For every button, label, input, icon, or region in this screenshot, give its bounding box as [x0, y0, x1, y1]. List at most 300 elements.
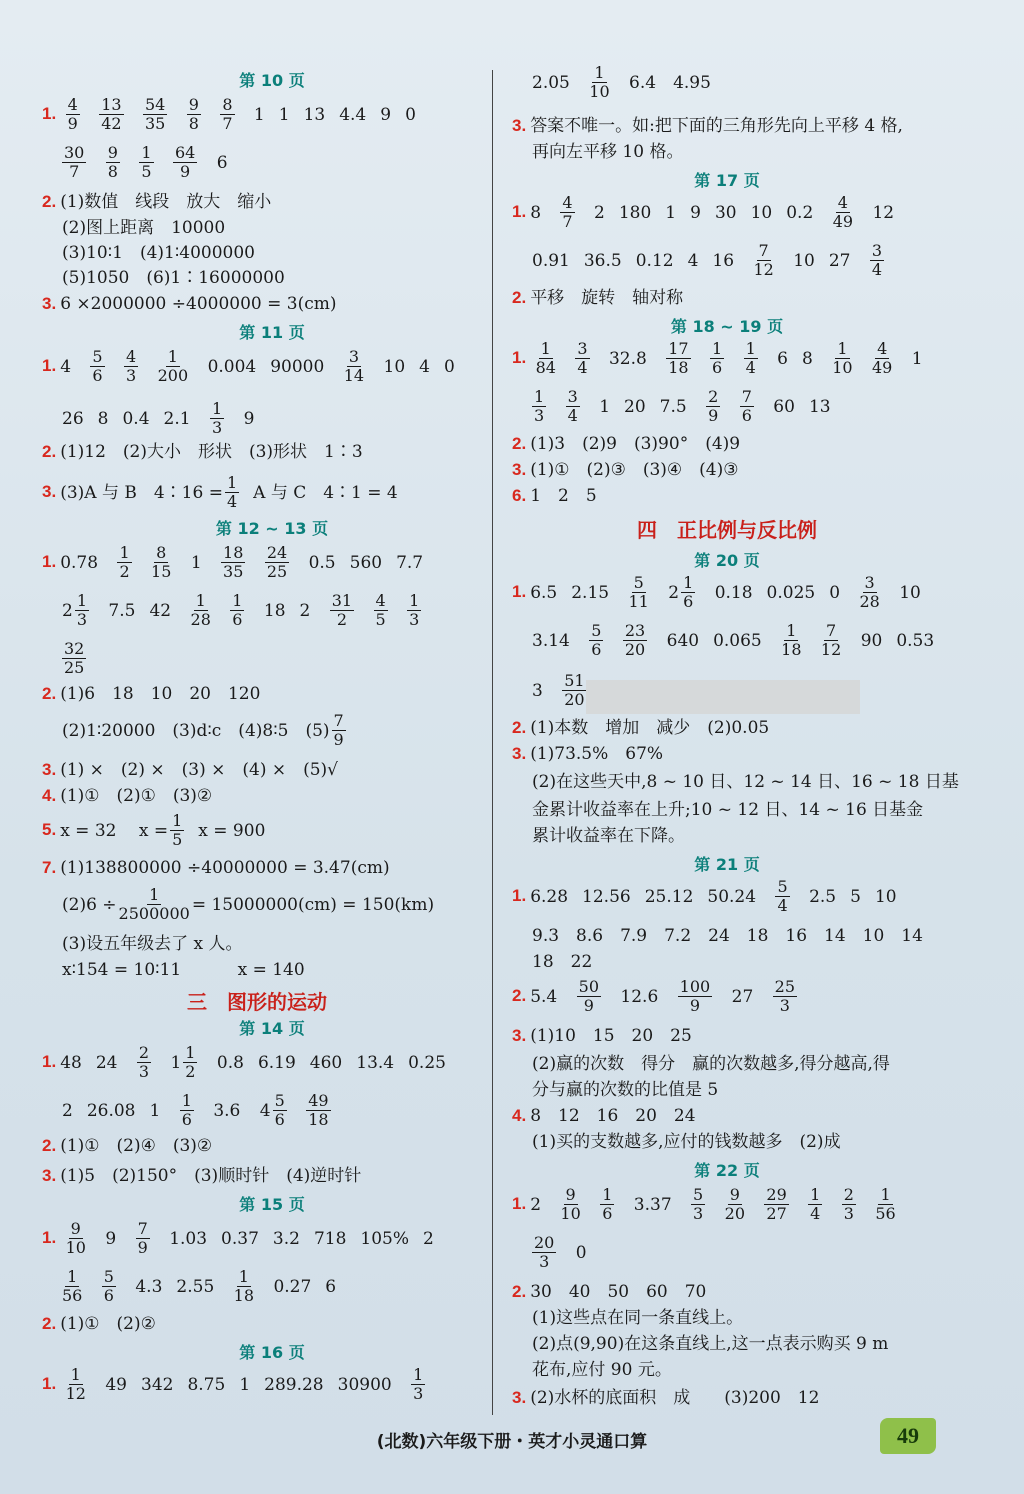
fraction: $\frac{13}{42}$	[101, 95, 122, 133]
fraction: $\frac{23}{20}$	[624, 621, 646, 659]
answer-value: 0.27	[273, 1276, 312, 1297]
answer-value: (2)6 ÷	[62, 894, 117, 915]
p13-q7e: x∶154 = 10∶11 x = 140	[62, 960, 305, 980]
answer-value: 0.53	[896, 630, 935, 651]
fraction: $\frac{1}{18}$	[781, 621, 802, 659]
fraction: $\frac{32}{25}$	[64, 639, 85, 677]
fraction: $\frac{25}{3}$	[774, 977, 796, 1015]
fraction: $\frac{3}{4}$	[871, 241, 883, 279]
heading-page-14: 第 14 页	[239, 1019, 305, 1038]
answer-value: 0.004	[207, 356, 257, 377]
p15-q2: 2. (1)① (2)②	[42, 1314, 156, 1334]
heading-page-17: 第 17 页	[694, 171, 760, 190]
answer-value: 105%	[360, 1228, 410, 1249]
p11-q3	[42, 474, 412, 511]
fraction: $\frac{17}{18}$	[668, 339, 689, 377]
question-number: 3.	[42, 1166, 57, 1185]
fraction: $\frac{1}{12}$	[65, 1365, 86, 1403]
answer-value: 12.6	[620, 986, 659, 1007]
answer-value: 0.8	[216, 1052, 244, 1073]
question-number: 3.	[512, 116, 527, 135]
fraction: $\frac{8}{7}$	[222, 95, 233, 133]
fraction: $\frac{54}{35}$	[144, 95, 166, 133]
answer-value: 24	[95, 1052, 118, 1073]
answer-value: 460	[309, 1052, 343, 1073]
fraction: $\frac{1}{6}$	[602, 1185, 613, 1223]
answer-value: (3)A 与 B 4∶16 =	[60, 482, 223, 503]
question-number: 4.	[42, 786, 57, 805]
question-number: 2.	[42, 1136, 57, 1155]
answer-value: 0.5	[308, 552, 336, 573]
question-number: 7.	[42, 858, 57, 877]
p10-q1-line1	[42, 96, 430, 133]
answer-value: 27	[828, 250, 851, 271]
answer-value: 13	[808, 396, 831, 417]
answer-value: 7.7	[396, 552, 424, 573]
answer-value: 8.75	[187, 1374, 226, 1395]
fraction: $\frac{9}{8}$	[188, 95, 199, 133]
question-number: 5.	[42, 820, 57, 839]
answer-value: 6	[777, 348, 788, 369]
fraction: $\frac{7}{9}$	[333, 711, 344, 749]
answer-value: 2	[62, 600, 73, 621]
question-number: 2.	[42, 1314, 57, 1333]
answer-value: 10	[793, 250, 815, 271]
p21-q3b: (2)赢的次数 得分 赢的次数越多,得分越高,得	[532, 1054, 890, 1074]
heading-page-16: 第 16 页	[239, 1343, 305, 1362]
fraction: $\frac{24}{25}$	[266, 543, 288, 581]
p19-q1-line2	[532, 388, 845, 425]
answer-value: 7.5	[108, 600, 136, 621]
fraction: $\frac{50}{9}$	[578, 977, 599, 1015]
answer-value: 2.5	[809, 886, 837, 907]
p22-q2b: (1)这些点在同一条直线上。	[532, 1308, 744, 1328]
page-number-badge: 49	[880, 1418, 936, 1454]
fraction: $\frac{7}{6}$	[741, 387, 752, 425]
p13-q3: 3. (1) × (2) × (3) × (4) × (5)√	[42, 760, 339, 780]
p19-q1-line1	[512, 340, 937, 377]
question-number: 2.	[512, 434, 527, 453]
p17-q1-line1	[512, 194, 908, 231]
answer-value: 0	[443, 356, 455, 377]
fraction: $\frac{1}{200}$	[157, 347, 189, 385]
answer-value: 10	[383, 356, 406, 377]
fraction: $\frac{1}{3}$	[413, 1365, 424, 1403]
fraction: $\frac{5}{6}$	[92, 347, 103, 385]
p20-q3d: 累计收益率在下降。	[532, 826, 685, 846]
answer-value: 90000	[270, 356, 325, 377]
question-number: 3.	[42, 760, 57, 779]
fraction: $\frac{1}{3}$	[211, 399, 223, 437]
fraction: $\frac{1}{6}$	[683, 573, 694, 611]
fraction: $\frac{29}{27}$	[766, 1185, 787, 1223]
answer-value: 32.8	[608, 348, 647, 369]
answer-value: 1	[170, 1052, 182, 1073]
answer-value: 4	[259, 1100, 271, 1121]
fraction: $\frac{9}{10}$	[560, 1185, 581, 1223]
answer-value: 4	[60, 356, 72, 377]
p21-q4a: 4. 8 12 16 20 24	[512, 1106, 696, 1126]
p22-q1-line2	[532, 1234, 601, 1271]
fraction: $\frac{1}{3}$	[76, 591, 88, 629]
answer-value: 0.4	[122, 408, 150, 429]
p11-q2: 2. (1)12 (2)大小 形状 (3)形状 1∶3	[42, 442, 363, 462]
fraction: $\frac{1}{6}$	[711, 339, 723, 377]
fraction: $\frac{3}{4}$	[567, 387, 578, 425]
question-number: 1.	[42, 1374, 57, 1393]
answer-value: 9	[105, 1228, 117, 1249]
answer-value: 4	[419, 356, 430, 377]
answer-value: 2.1	[163, 408, 191, 429]
p13-q2a: 2. (1)6 18 10 20 120	[42, 684, 261, 704]
fraction: $\frac{1}{2}$	[119, 543, 130, 581]
answer-value: 6.5	[530, 582, 558, 603]
p16-q3b: 再向左平移 10 格。	[532, 142, 684, 162]
fraction: $\frac{5}{6}$	[591, 621, 602, 659]
p15-q1-line1	[42, 1220, 448, 1257]
p19-q2: 2. (1)3 (2)9 (3)90° (4)9	[512, 434, 741, 454]
p20-q3c: 金累计收益率在上升;10 ~ 12 日、14 ~ 16 日基金	[532, 800, 924, 820]
fraction: $\frac{3}{4}$	[577, 339, 588, 377]
question-number: 2.	[42, 192, 57, 211]
answer-value: 640	[666, 630, 700, 651]
question-number: 2.	[512, 288, 527, 307]
answer-value: 8	[802, 348, 813, 369]
p21-q1-line3: 18 22	[532, 952, 593, 972]
answer-value: 5.4	[530, 986, 558, 1007]
fraction: $\frac{30}{7}$	[64, 143, 85, 181]
p13-q1-line1	[42, 544, 437, 581]
fraction: $\frac{1}{84}$	[535, 339, 556, 377]
answer-value: 27	[731, 986, 754, 1007]
section-title-3: 三 图形的运动	[187, 990, 327, 1014]
fraction: $\frac{4}{7}$	[562, 193, 573, 231]
fraction: $\frac{9}{8}$	[107, 143, 118, 181]
answer-value: 10	[874, 886, 897, 907]
answer-value: (2)1∶20000 (3)d∶c (4)8∶5 (5)	[62, 720, 330, 741]
question-number: 2.	[512, 1282, 527, 1301]
answer-value: 0.065	[713, 630, 762, 651]
answer-value: 0.25	[408, 1052, 446, 1073]
fraction: $\frac{51}{20}$	[564, 671, 585, 709]
fraction: $\frac{1}{2}$	[185, 1043, 196, 1081]
fraction: $\frac{9}{10}$	[65, 1219, 86, 1257]
question-number: 3.	[42, 294, 57, 313]
heading-page-15: 第 15 页	[239, 1195, 305, 1214]
heading-page-11: 第 11 页	[239, 323, 305, 342]
answer-value: 36.5	[583, 250, 622, 271]
answer-value: 2	[62, 1100, 73, 1121]
p20-q3a: 3. (1)73.5% 67%	[512, 744, 664, 764]
answer-value: 4.4	[339, 104, 367, 125]
answer-value: 30	[714, 202, 737, 223]
answer-value: 9	[243, 408, 255, 429]
answer-value: 2	[299, 600, 311, 621]
answer-value: 10	[899, 582, 921, 603]
answer-value: 1	[253, 104, 265, 125]
answer-value: x = 32 x =	[60, 820, 169, 841]
answer-value: 560	[349, 552, 383, 573]
answer-value: 2.15	[571, 582, 610, 603]
p21-q4b: (1)买的支数越多,应付的钱数越多 (2)成	[532, 1132, 841, 1152]
footer-title: (北数)六年级下册・英才小灵通口算	[376, 1432, 648, 1452]
answer-value: 2.05	[532, 72, 570, 93]
heading-page-10: 第 10 页	[239, 71, 305, 90]
p21-q1-line2: 9.3 8.6 7.9 7.2 24 18 16 14 10 14	[532, 926, 923, 946]
answer-value: 26.08	[86, 1100, 136, 1121]
answer-value: 7.5	[659, 396, 687, 417]
redacted-blank-area	[586, 680, 860, 714]
fraction: $\frac{4}{5}$	[375, 591, 386, 629]
answer-value: 0.91	[532, 250, 570, 271]
answer-value: 1	[149, 1100, 161, 1121]
answer-value: 342	[141, 1374, 174, 1395]
p21-q1-line1	[512, 878, 911, 915]
question-number: 3.	[512, 1026, 527, 1045]
p10-q1-line2	[62, 144, 242, 181]
p20-q3b: (2)在这些天中,8 ~ 10 日、12 ~ 14 日、16 ~ 18 日基	[532, 772, 959, 792]
answer-value: 3.2	[272, 1228, 300, 1249]
question-number: 1.	[512, 348, 527, 367]
answer-value: 718	[313, 1228, 347, 1249]
answer-value: 5	[850, 886, 861, 907]
answer-value: 1	[239, 1374, 251, 1395]
answer-value: 8	[97, 408, 109, 429]
fraction: $\frac{1}{10}$	[832, 339, 853, 377]
p10-q3: 3. 6 ×2000000 ÷4000000 = 3(cm)	[42, 294, 337, 314]
question-number: 2.	[42, 684, 57, 703]
answer-value: 6.19	[257, 1052, 296, 1073]
fraction: $\frac{5}{3}$	[693, 1185, 704, 1223]
fraction: $\frac{5}{4}$	[777, 877, 788, 915]
p22-q2a: 2. 30 40 50 60 70	[512, 1282, 707, 1302]
fraction: $\frac{1}{10}$	[589, 63, 610, 101]
fraction: $\frac{2}{9}$	[708, 387, 719, 425]
answer-value: 26	[62, 408, 84, 429]
fraction: $\frac{1}{56}$	[875, 1185, 896, 1223]
question-number: 1.	[42, 552, 57, 571]
question-number: 1.	[42, 356, 57, 375]
p13-q7a: 7. (1)138800000 ÷40000000 = 3.47(cm)	[42, 858, 390, 878]
answer-value: 9	[690, 202, 701, 223]
p21-q2	[512, 978, 811, 1015]
p21-q3c: 分与赢的次数的比值是 5	[532, 1080, 719, 1100]
fraction: $\frac{64}{9}$	[174, 143, 196, 181]
answer-value: 1	[278, 104, 290, 125]
question-number: 4.	[512, 1106, 527, 1125]
fraction: $\frac{2}{3}$	[138, 1043, 150, 1081]
question-number: 3.	[512, 1388, 527, 1407]
fraction: $\frac{20}{3}$	[534, 1233, 555, 1271]
answer-value: 60	[773, 396, 795, 417]
answer-value: x = 900	[198, 820, 266, 841]
fraction: $\frac{31}{2}$	[331, 591, 353, 629]
p13-q1-line3	[62, 640, 100, 677]
fraction: $\frac{1}{3}$	[409, 591, 420, 629]
fraction: $\frac{5}{6}$	[103, 1267, 114, 1305]
answer-value: 4.3	[135, 1276, 163, 1297]
answer-value: 20	[624, 396, 646, 417]
heading-page-22: 第 22 页	[694, 1161, 760, 1180]
answer-value: 6.4 4.95	[629, 72, 711, 93]
fraction: $\frac{4}{9}$	[67, 95, 78, 133]
p13-q1-line2	[62, 592, 435, 629]
p13-q4: 4. (1)① (2)① (3)②	[42, 786, 213, 806]
heading-page-21: 第 21 页	[694, 855, 760, 874]
p17-q2: 2. 平移 旋转 轴对称	[512, 288, 684, 308]
question-number: 1.	[512, 582, 527, 601]
fraction: $\frac{8}{15}$	[151, 543, 172, 581]
fraction: $\frac{3}{14}$	[343, 347, 365, 385]
question-number: 1.	[42, 1052, 57, 1071]
answer-value: 6	[325, 1276, 337, 1297]
answer-value: 2	[594, 202, 605, 223]
fraction: $\frac{1}{28}$	[190, 591, 211, 629]
question-number: 1.	[42, 104, 57, 123]
answer-value: 42	[149, 600, 172, 621]
answer-value: 12	[872, 202, 895, 223]
question-number: 1.	[512, 202, 527, 221]
p14-q1-line1	[42, 1044, 460, 1081]
answer-value: 18	[263, 600, 286, 621]
answer-value: 0.37	[221, 1228, 259, 1249]
fraction: $\frac{4}{3}$	[126, 347, 137, 385]
question-number: 2.	[42, 442, 57, 461]
fraction: $\frac{5}{6}$	[274, 1091, 285, 1129]
fraction: $\frac{1}{2500000}$	[118, 885, 190, 923]
p14-q1-line2	[62, 1092, 345, 1129]
answer-value: 30900	[337, 1374, 392, 1395]
fraction: $\frac{4}{49}$	[832, 193, 854, 231]
p22-q2d: 花布,应付 90 元。	[532, 1360, 672, 1380]
p20-q1-line1	[512, 574, 935, 611]
fraction: $\frac{7}{9}$	[137, 1219, 148, 1257]
p14-q2: 2. (1)① (2)④ (3)②	[42, 1136, 213, 1156]
answer-value: 3.37	[633, 1194, 672, 1215]
fraction: $\frac{4}{49}$	[872, 339, 893, 377]
answer-value: 0	[575, 1242, 587, 1263]
p10-q2a: 2. (1)数值 线段 放大 缩小	[42, 192, 272, 212]
fraction: $\frac{18}{35}$	[223, 543, 244, 581]
fraction: $\frac{1}{4}$	[226, 473, 238, 511]
answer-value: 0.78	[60, 552, 99, 573]
p14-q3: 3. (1)5 (2)150° (3)顺时针 (4)逆时针	[42, 1166, 362, 1186]
answer-value: 0	[405, 104, 416, 125]
fraction: $\frac{1}{4}$	[745, 339, 756, 377]
p16-q2-cont	[532, 64, 725, 101]
answer-value: 1.03	[169, 1228, 208, 1249]
question-number: 1.	[512, 886, 527, 905]
answer-value: 16	[712, 250, 735, 271]
answer-value: 4	[687, 250, 699, 271]
fraction: $\frac{5}{11}$	[628, 573, 649, 611]
section-title-4: 四 正比例与反比例	[637, 518, 817, 542]
heading-page-12-13: 第 12 ~ 13 页	[215, 519, 329, 538]
p19-q3: 3. (1)① (2)③ (3)④ (4)③	[512, 460, 739, 480]
p13-q5	[42, 812, 279, 849]
p22-q1-line1	[512, 1186, 910, 1223]
answer-value: 10	[750, 202, 773, 223]
p16-q3a: 3. 答案不唯一。如:把下面的三角形先向上平移 4 格,	[512, 116, 903, 136]
fraction: $\frac{100}{9}$	[679, 977, 711, 1015]
question-number: 1.	[42, 1228, 57, 1247]
fraction: $\frac{1}{5}$	[172, 811, 183, 849]
answer-value: 2	[530, 1194, 542, 1215]
fraction: $\frac{1}{4}$	[810, 1185, 821, 1223]
p19-q6: 6. 1 2 5	[512, 486, 597, 506]
p13-q2b	[62, 712, 360, 749]
fraction: $\frac{2}{3}$	[843, 1185, 854, 1223]
answer-value: 8	[530, 202, 542, 223]
p22-q3: 3. (2)水杯的底面积 成 (3)200 12	[512, 1388, 820, 1408]
fraction: $\frac{7}{12}$	[753, 241, 774, 279]
fraction: $\frac{7}{12}$	[820, 621, 842, 659]
answer-value: 13.4	[356, 1052, 395, 1073]
fraction: $\frac{1}{18}$	[233, 1267, 255, 1305]
p13-q7d: (3)设五年级去了 x 人。	[62, 934, 243, 954]
question-number: 3.	[512, 744, 527, 763]
answer-value: 2.55	[176, 1276, 215, 1297]
answer-value: 90	[860, 630, 883, 651]
answer-value: 3.6	[213, 1100, 241, 1121]
fraction: $\frac{1}{5}$	[141, 143, 152, 181]
p21-q3a: 3. (1)10 15 20 25	[512, 1026, 692, 1046]
answer-value: 180	[618, 202, 652, 223]
fraction: $\frac{1}{3}$	[534, 387, 545, 425]
p15-q1-line2	[62, 1268, 350, 1305]
p10-q2c: (3)10∶1 (4)1∶4000000	[62, 243, 255, 263]
question-number: 6.	[512, 486, 527, 505]
answer-value: 25.12	[644, 886, 694, 907]
answer-value: 0.18	[714, 582, 753, 603]
fraction: $\frac{3}{28}$	[859, 573, 880, 611]
fraction: $\frac{1}{56}$	[62, 1267, 83, 1305]
answer-value: 50.24	[707, 886, 757, 907]
answer-value: 1	[190, 552, 202, 573]
heading-page-20: 第 20 页	[694, 551, 760, 570]
answer-value: 0.025	[766, 582, 816, 603]
p16-q1	[42, 1366, 439, 1403]
fraction: $\frac{49}{18}$	[308, 1091, 329, 1129]
answer-value: 0.2	[786, 202, 814, 223]
answer-value: 1	[911, 348, 923, 369]
answer-value: 2	[423, 1228, 434, 1249]
fraction: $\frac{1}{6}$	[181, 1091, 192, 1129]
p11-q1-line2	[62, 400, 268, 437]
fraction: $\frac{1}{6}$	[232, 591, 243, 629]
p13-q7b	[62, 886, 448, 923]
answer-value: 6	[216, 152, 228, 173]
question-number: 2.	[512, 986, 527, 1005]
answer-value: 3	[532, 680, 543, 701]
answer-value: 0	[829, 582, 841, 603]
p10-q2d: (5)1050 (6)1∶16000000	[62, 268, 285, 288]
question-number: 1.	[512, 1194, 527, 1213]
answer-value: A 与 C 4∶1 = 4	[253, 482, 398, 503]
answer-value: 9	[380, 104, 392, 125]
answer-value: 12.56	[582, 886, 631, 907]
answer-value: = 15000000(cm) = 150(km)	[191, 894, 435, 915]
answer-value: 2	[668, 582, 680, 603]
p22-q2c: (2)点(9,90)在这条直线上,这一点表示购买 9 m	[532, 1334, 889, 1354]
answer-value: 0.12	[635, 250, 674, 271]
fraction: $\frac{9}{20}$	[724, 1185, 745, 1223]
question-number: 3.	[512, 460, 527, 479]
answer-value: 1	[599, 396, 611, 417]
answer-value: 289.28	[264, 1374, 324, 1395]
question-number: 3.	[42, 482, 57, 501]
answer-value: 1	[665, 202, 677, 223]
